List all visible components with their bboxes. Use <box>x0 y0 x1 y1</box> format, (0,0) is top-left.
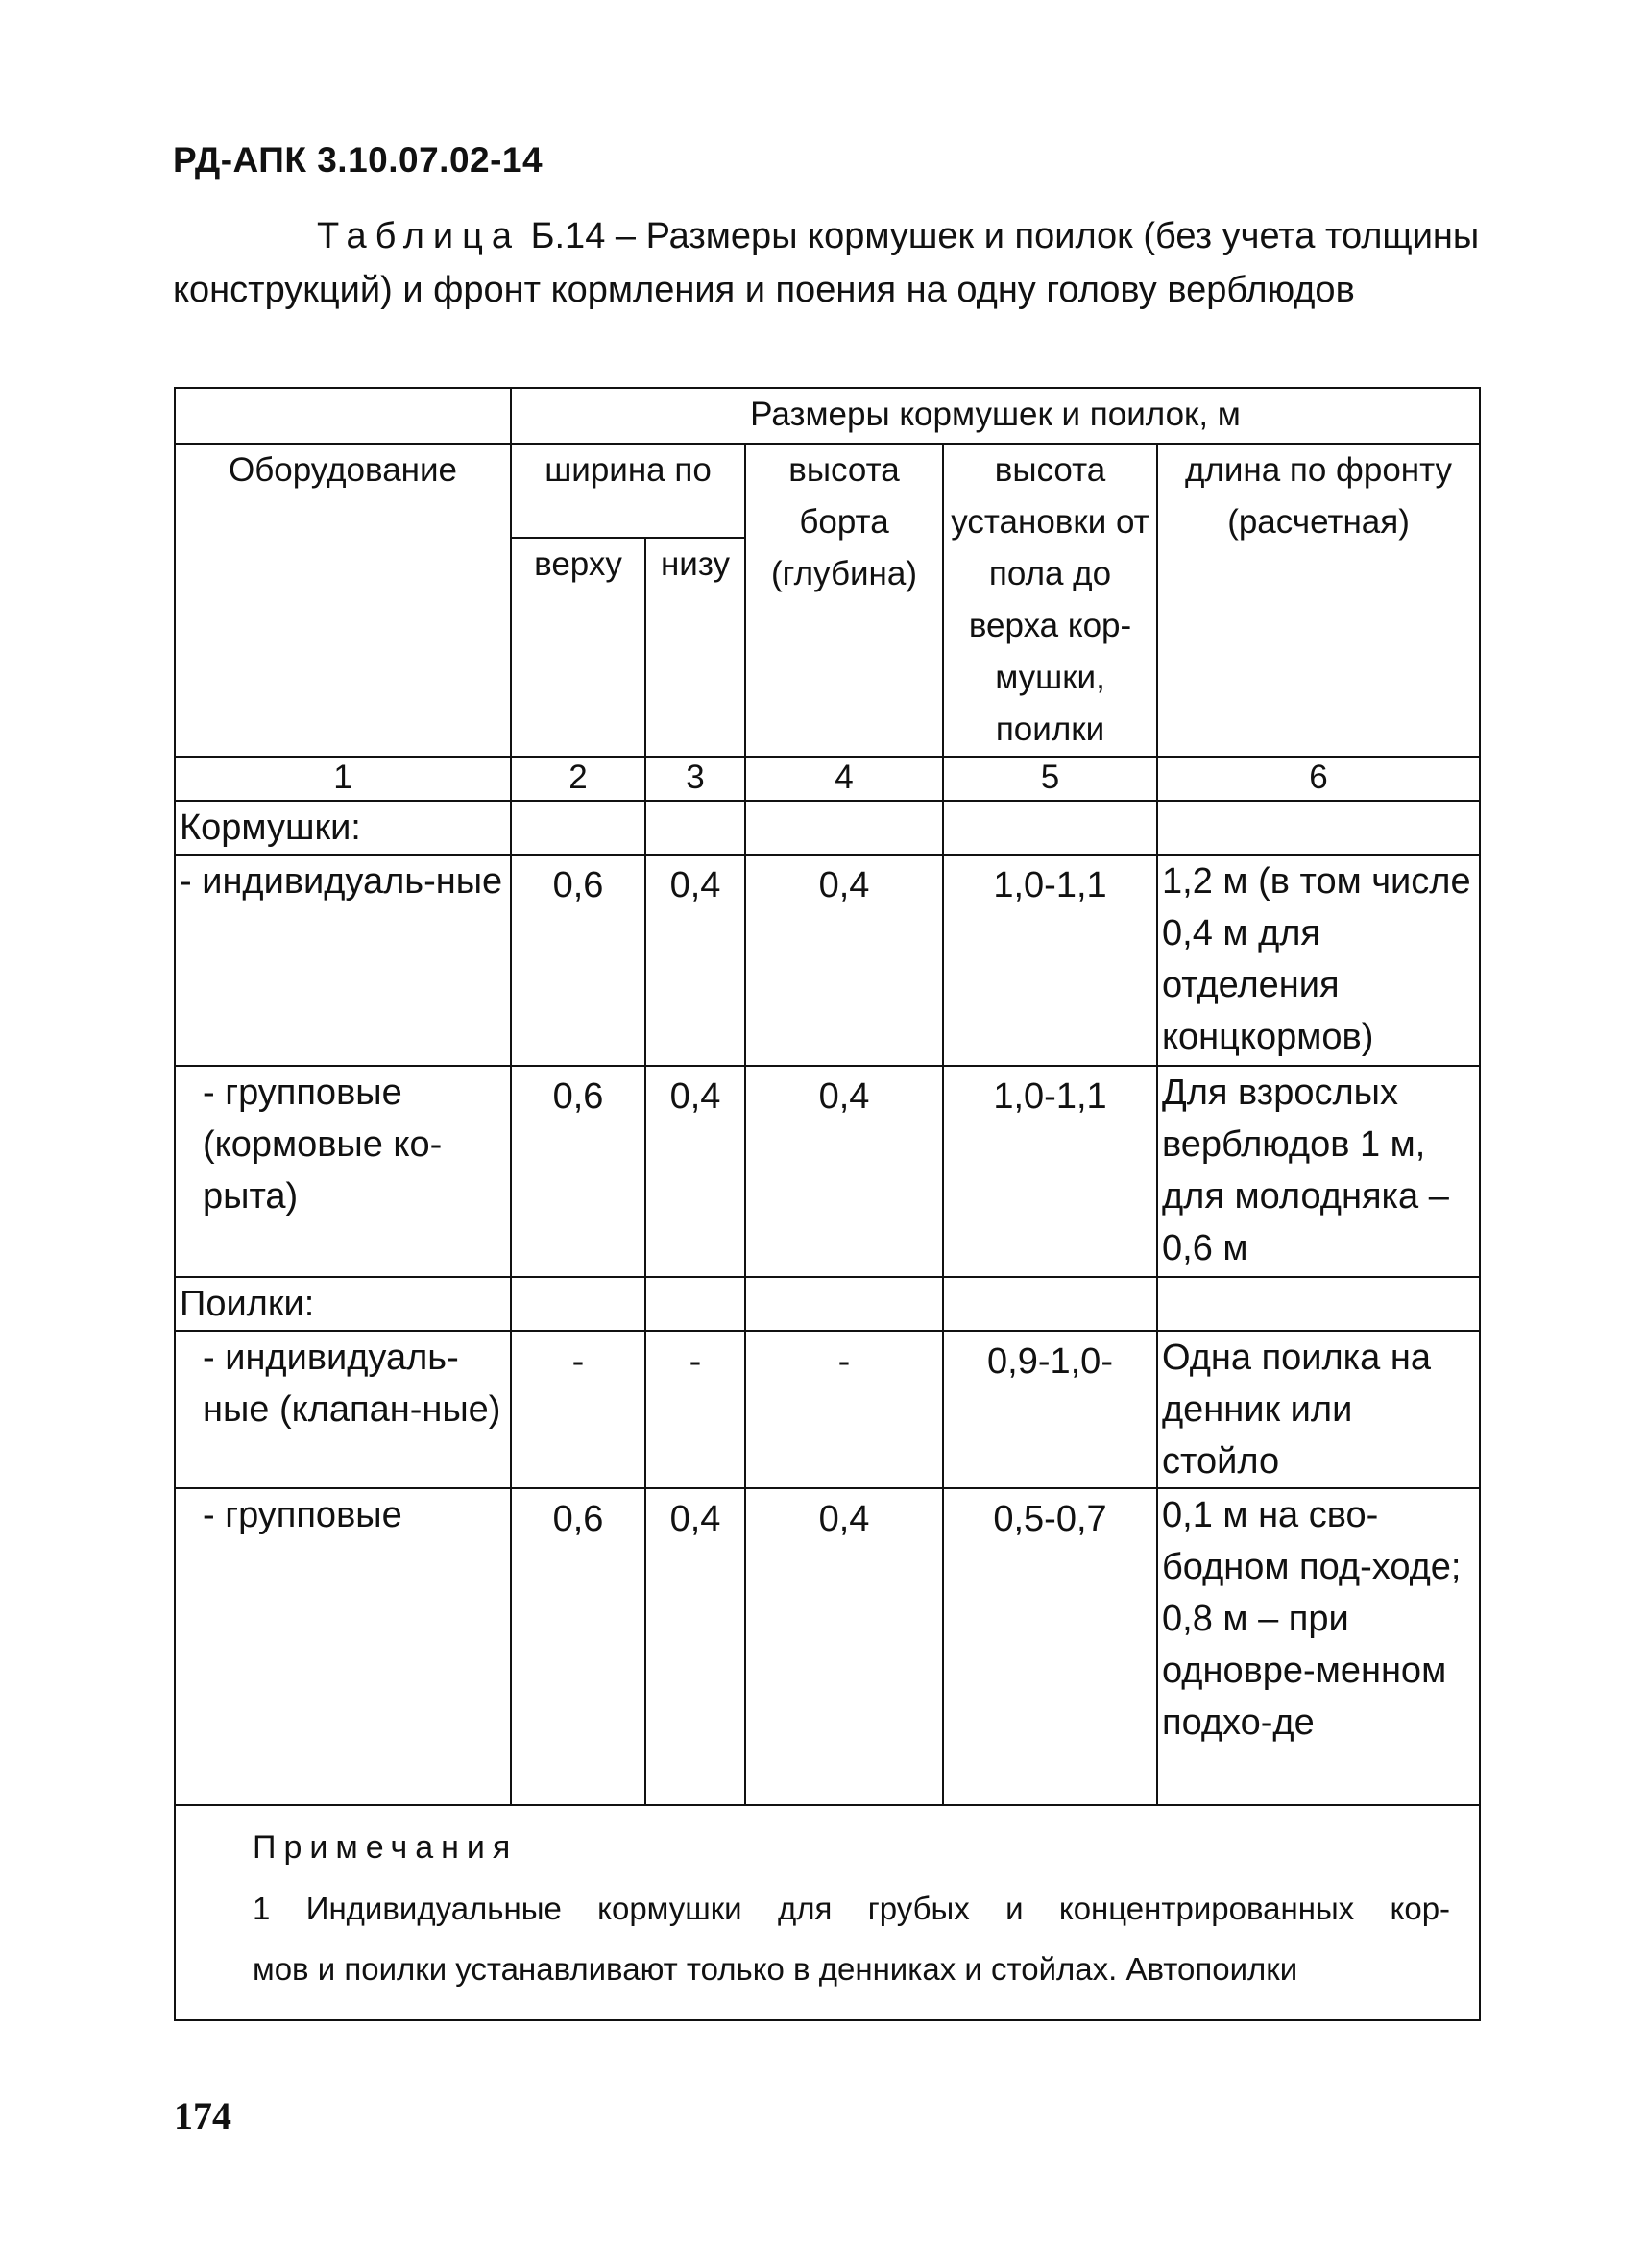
empty-cell <box>645 801 745 855</box>
empty-cell <box>943 801 1157 855</box>
cell-side-height: - <box>745 1331 943 1488</box>
cell-front-length: Одна поилка на денник или стойло <box>1157 1331 1480 1488</box>
cell-side-height: 0,4 <box>745 855 943 1066</box>
cell-front-length: 1,2 м (в том числе 0,4 м для отделения концкормов) <box>1157 855 1480 1066</box>
document-code: РД-АПК 3.10.07.02-14 <box>173 140 544 180</box>
cell-install-height: 1,0-1,1 <box>943 855 1157 1066</box>
notes-cell <box>175 1805 1480 2020</box>
notes-line: мов и поилки устанавливают только в денниках и стойлах. Автопоилки <box>253 1951 1298 1987</box>
cell-width-bottom: 0,4 <box>645 1066 745 1277</box>
header-front-length: длина по фронту (расчетная) <box>1157 444 1480 757</box>
cell-width-bottom: 0,4 <box>645 855 745 1066</box>
caption-label: Таблица <box>317 216 520 256</box>
cell-width-top: 0,6 <box>511 855 645 1066</box>
cell-install-height: 0,5-0,7 <box>943 1488 1157 1805</box>
column-number: 1 <box>175 757 511 801</box>
empty-cell <box>1157 1277 1480 1331</box>
cell-side-height: 0,4 <box>745 1066 943 1277</box>
empty-cell <box>745 1277 943 1331</box>
cell-width-bottom: - <box>645 1331 745 1488</box>
section-feeders-title: Кормушки: <box>175 801 511 855</box>
dimensions-table <box>174 387 1481 2021</box>
header-width-top: верху <box>511 538 645 757</box>
cell-install-height: 0,9-1,0- <box>943 1331 1157 1488</box>
column-number: 6 <box>1157 757 1480 801</box>
cell-width-bottom: 0,4 <box>645 1488 745 1805</box>
row-name: - индивидуаль-ные (клапан-ные) <box>175 1331 511 1488</box>
section-drinkers-title: Поилки: <box>175 1277 511 1331</box>
cell-width-top: - <box>511 1331 645 1488</box>
page-number: 174 <box>174 2094 231 2137</box>
header-side-height: высота борта (глубина) <box>745 444 943 757</box>
header-empty-cell <box>175 388 511 444</box>
cell-side-height: 0,4 <box>745 1488 943 1805</box>
cell-width-top: 0,6 <box>511 1488 645 1805</box>
caption-number: Б.14 <box>530 216 606 256</box>
header-width-bottom: низу <box>645 538 745 757</box>
empty-cell <box>511 1277 645 1331</box>
header-install-height: высота установки от пола до верха кор-мушки, поилки <box>943 444 1157 757</box>
notes-title: Примечания <box>253 1829 519 1866</box>
cell-install-height: 1,0-1,1 <box>943 1066 1157 1277</box>
header-group-sizes: Размеры кормушек и поилок, м <box>511 388 1480 444</box>
header-equipment: Оборудование <box>175 444 511 757</box>
cell-front-length: 0,1 м на сво-бодном под-ходе; 0,8 м – при одновре-менном подхо-де <box>1157 1488 1480 1805</box>
empty-cell <box>511 801 645 855</box>
header-width: ширина по <box>511 444 745 538</box>
empty-cell <box>745 801 943 855</box>
row-name: - групповые (кормовые ко-рыта) <box>175 1066 511 1277</box>
table-caption <box>173 209 1488 317</box>
caption-text: – Размеры кормушек и поилок (без учета толщины конструкций) и фронт кормления и поения на одну голову верблюдов <box>173 216 1480 310</box>
cell-front-length: Для взрослых верблюдов 1 м, для молодняка – 0,6 м <box>1157 1066 1480 1277</box>
empty-cell <box>645 1277 745 1331</box>
column-number: 4 <box>745 757 943 801</box>
row-name: - индивидуаль-ные <box>175 855 511 1066</box>
column-number: 3 <box>645 757 745 801</box>
column-number: 2 <box>511 757 645 801</box>
notes-line: 1 Индивидуальные кормушки для грубых и концентрированных кор- <box>253 1891 1451 1926</box>
cell-width-top: 0,6 <box>511 1066 645 1277</box>
column-number: 5 <box>943 757 1157 801</box>
empty-cell <box>1157 801 1480 855</box>
empty-cell <box>943 1277 1157 1331</box>
row-name: - групповые <box>175 1488 511 1805</box>
